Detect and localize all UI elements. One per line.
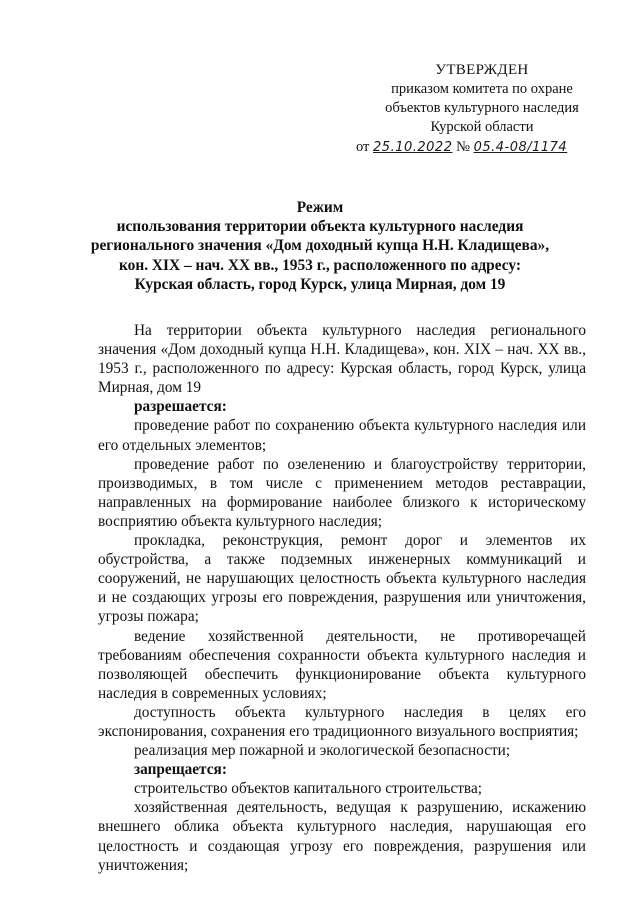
document-body [98, 321, 586, 875]
heading-line-3: регионального значения «Дом доходный купца Н.Н. Кладищева», [90, 237, 550, 255]
approval-title: УТВЕРЖДЕН [435, 62, 529, 78]
allowed-item: реализация мер пожарной и экологической безопасности; [134, 742, 511, 760]
heading-line-5: Курская область, город Курск, улица Мирная, дом 19 [134, 275, 506, 293]
document-heading [80, 198, 560, 294]
approval-stamp [352, 60, 612, 158]
date-prefix: от [356, 139, 370, 155]
allowed-item: доступность объекта культурного наследия в целях его экспонирования, сохранения его традиционного визуального восприятия; [98, 703, 586, 740]
approval-line-2: объектов культурного наследия [385, 100, 579, 116]
allowed-item: прокладка, реконструкция, ремонт дорог и элементов их обустройства, а также подземных инженерных коммуникаций и сооружений, не нарушающих целостность объекта культурного наследия и не создающих угрозы его повреждения, разрушения или уничтожения, угрозы пожара; [98, 532, 586, 626]
forbidden-label: запрещается: [134, 761, 227, 779]
number-prefix: № [456, 139, 470, 155]
forbidden-item: хозяйственная деятельность, ведущая к разрушению, искажению внешнего облика объекта культурного наследия, нарушающая его целостность и создающая угрозу его повреждения, разрушения или уничтожения; [98, 799, 586, 874]
number-value: 05.4-08/1174 [473, 140, 568, 155]
heading-line-1: Режим [296, 199, 344, 216]
heading-line-2: использования территории объекта культурного наследия [116, 218, 524, 236]
approval-line-1: приказом комитета по охране [391, 81, 573, 97]
allowed-item: проведение работ по сохранению объекта культурного наследия или его отдельных элементов; [98, 417, 586, 454]
allowed-label: разрешается: [134, 398, 227, 416]
date-value: 25.10.2022 [373, 140, 453, 155]
allowed-item: ведение хозяйственной деятельности, не противоречащей требованиям обеспечения сохранности объекта культурного наследия и позволяющей обеспечить функционирование объекта культурного наследия в современных условиях; [98, 627, 586, 702]
approval-line-3: Курской области [430, 119, 534, 135]
forbidden-item: строительство объектов капитального строительства; [134, 780, 482, 798]
intro-paragraph: На территории объекта культурного наследия регионального значения «Дом доходный купца Н.Н. Кладищева», кон. XIX – нач. XX вв., 1953 г., расположенного по адресу: Курская область, город Курск, улица Мирная, дом 19 [98, 322, 586, 397]
allowed-item: проведение работ по озеленению и благоустройству территории, производимых, в том числе с применением методов реставрации, направленных на формирование наиболее близкого к историческому восприятию объекта культурного наследия; [98, 455, 586, 530]
heading-line-4: кон. XIX – нач. XX вв., 1953 г., расположенного по адресу: [119, 256, 521, 274]
approval-date-line [352, 137, 612, 158]
